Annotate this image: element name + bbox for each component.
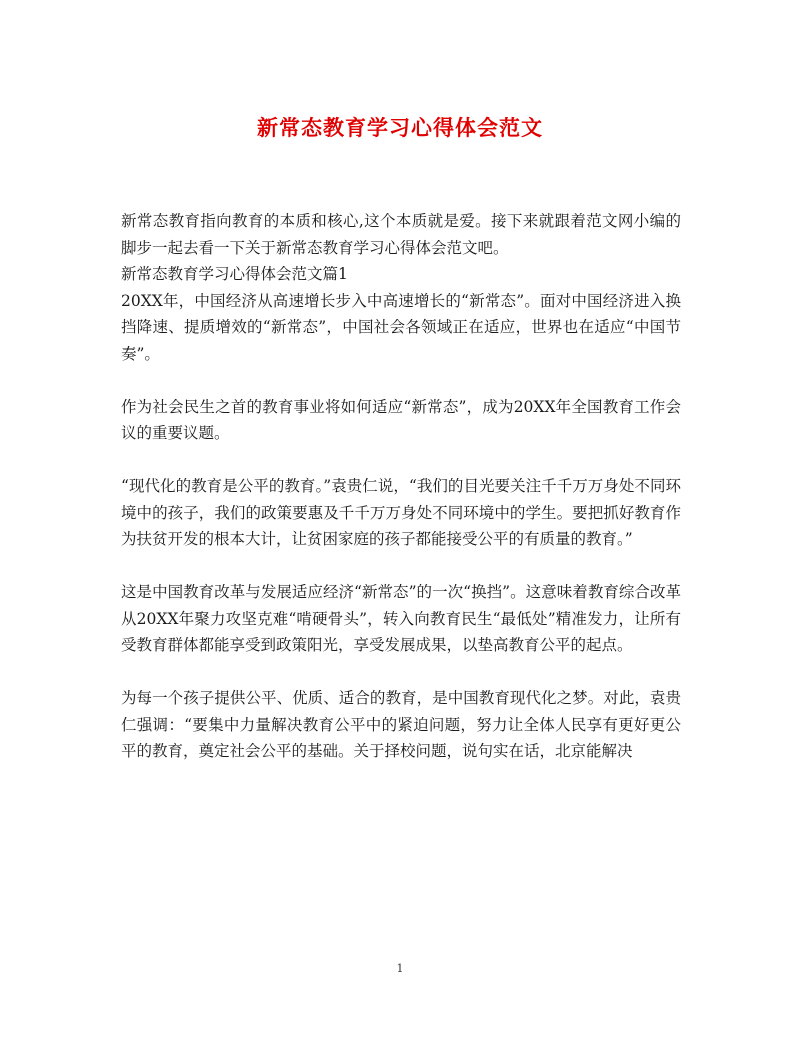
paragraph-5: 为每一个孩子提供公平、优质、适合的教育，是中国教育现代化之梦。对此，袁贵仁强调：“要集中力量解决教育公平中的紧迫问题，努力让全体人民享有更好更公平的教育，奠定社会公平的基础。关于择校问题，说句实在话，北京能解决 (121, 689, 681, 760)
paragraph-4: 这是中国教育改革与发展适应经济“新常态”的一次“换挡”。这意味着教育综合改革从20XX年聚力攻坚克难“啃硬骨头”，转入向教育民生“最低处”精准发力，让所有受教育群体都能享受到政策阳光，享受发展成果，以垫高教育公平的起点。 (121, 583, 681, 654)
intro-paragraph: 新常态教育指向教育的本质和核心,这个本质就是爱。接下来就跟着范文网小编的脚步一起去看一下关于新常态教育学习心得体会范文吧。 (121, 212, 681, 257)
paragraph-2: 作为社会民生之首的教育事业将如何适应“新常态”，成为20XX年全国教育工作会议的重要议题。 (121, 397, 681, 442)
document-body (121, 208, 681, 765)
paragraph-3: “现代化的教育是公平的教育。”袁贵仁说，“我们的目光要关注千千万万身处不同环境中的孩子，我们的政策要惠及千千万万身处不同环境中的学生。要把抓好教育作为扶贫开发的根本大计，让贫困家庭的孩子都能接受公平的有质量的教育。” (121, 477, 681, 548)
document-title: 新常态教育学习心得体会范文 (257, 115, 543, 140)
paragraph-1: 20XX年，中国经济从高速增长步入中高速增长的“新常态”。面对中国经济进入换挡降速、提质增效的“新常态”，中国社会各领域正在适应，世界也在适应“中国节奏”。 (121, 291, 681, 363)
section-heading: 新常态教育学习心得体会范文篇1 (121, 265, 348, 283)
page-number: 1 (396, 962, 404, 975)
